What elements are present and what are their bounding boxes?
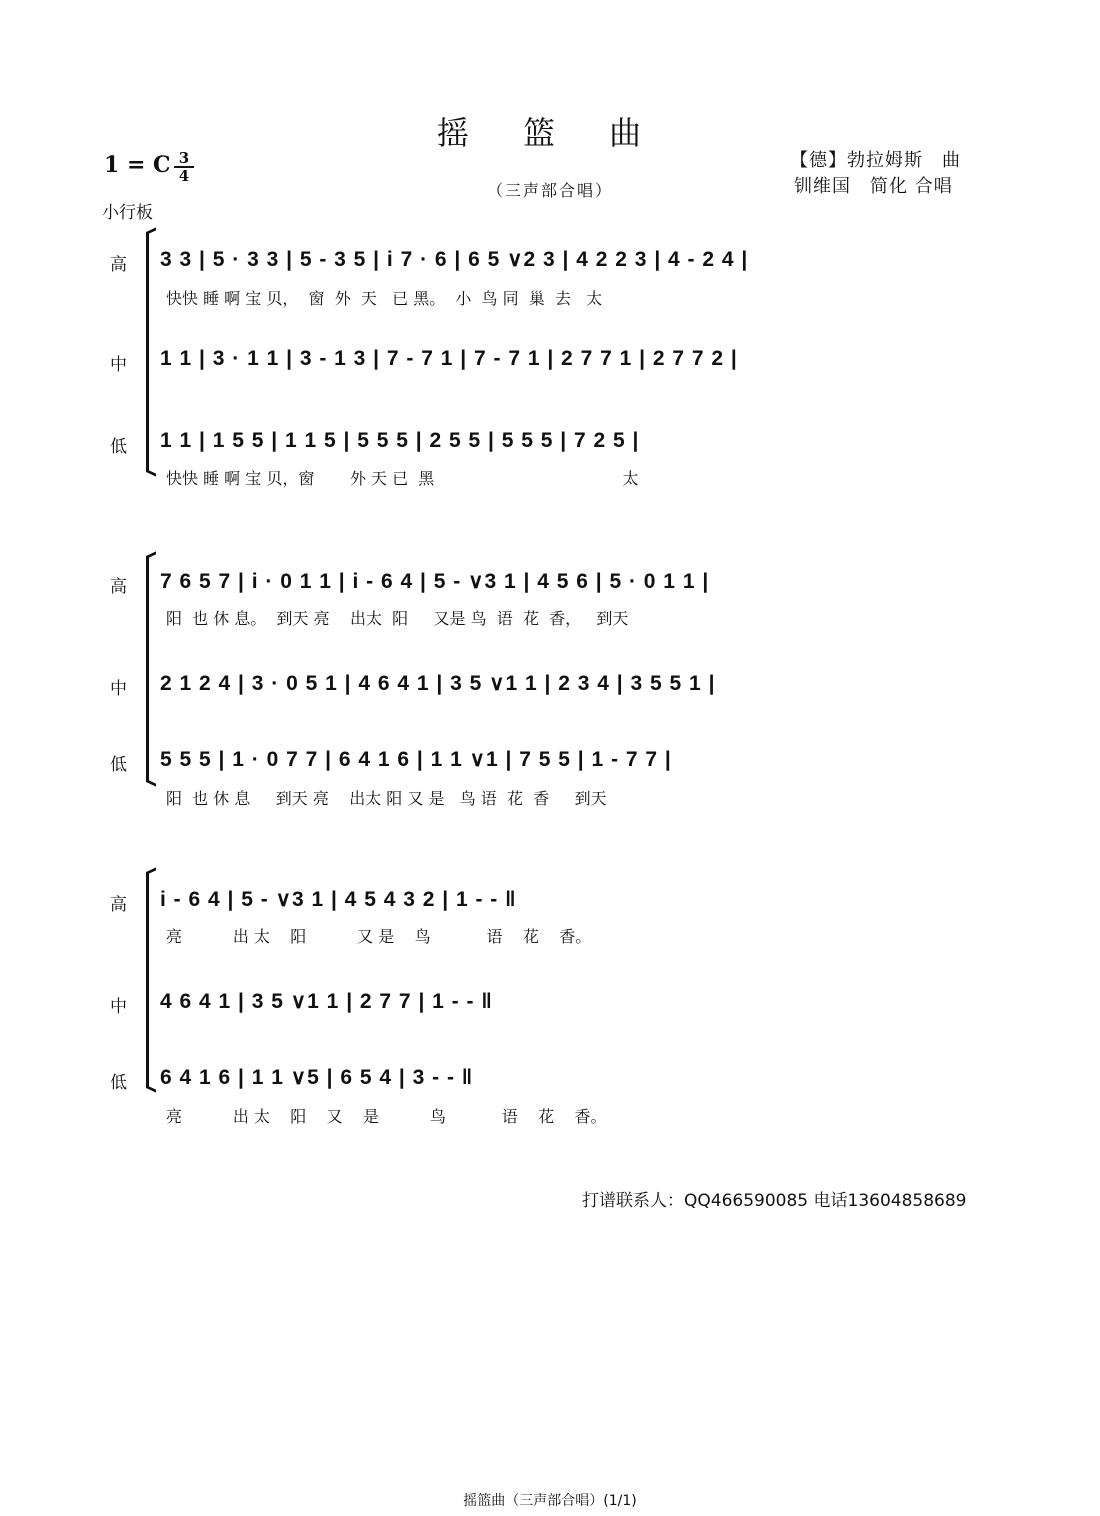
part-label-mid: 中 bbox=[110, 997, 127, 1017]
staff-low: 6 4 1 6 | 1 1 ∨5 | 6 5 4 | 3 - - ‖ bbox=[160, 1065, 474, 1089]
key-signature: 1 = C bbox=[104, 152, 171, 178]
lyric-low: 快快 睡 啊 宝 贝，窗 外 天 已 黑 太 bbox=[166, 469, 639, 488]
subtitle: （三声部合唱） bbox=[486, 181, 613, 200]
part-label-low: 低 bbox=[110, 437, 127, 457]
page-title: 摇 篮 曲 bbox=[436, 114, 664, 152]
part-label-high: 高 bbox=[110, 895, 127, 915]
part-label-low: 低 bbox=[110, 1073, 127, 1093]
staff-high: 3 3 | 5 · 3 3 | 5 - 3 5 | i 7 · 6 | 6 5 ∨2 3 | 4 2 2 3 | 4 - 2 4 | bbox=[160, 247, 749, 271]
lyric-high: 快快 睡 啊 宝 贝， 窗 外 天 已 黑。 小 鸟 同 巢 去 太 bbox=[166, 289, 603, 308]
lyric-high: 阳 也 休 息。 到天 亮 出太 阳 又是 鸟 语 花 香， 到天 bbox=[166, 609, 629, 628]
lyric-high: 亮 出 太 阳 又 是 鸟 语 花 香。 bbox=[166, 927, 592, 946]
part-label-high: 高 bbox=[110, 577, 127, 597]
tempo-marking: 小行板 bbox=[102, 203, 153, 223]
time-bottom: 4 bbox=[178, 167, 190, 185]
staff-mid: 4 6 4 1 | 3 5 ∨1 1 | 2 7 7 | 1 - - ‖ bbox=[160, 989, 493, 1013]
staff-mid: 2 1 2 4 | 3 · 0 5 1 | 4 6 4 1 | 3 5 ∨1 1 | 2 3 4 | 3 5 5 1 | bbox=[160, 671, 716, 695]
part-label-mid: 中 bbox=[110, 355, 127, 375]
part-label-low: 低 bbox=[110, 755, 127, 775]
contact-info: 打谱联系人：QQ466590085 电话13604858689 bbox=[582, 1191, 967, 1211]
system-bracket bbox=[146, 232, 149, 472]
arranger: 钏维国 简化 合唱 bbox=[794, 176, 953, 197]
lyric-low: 阳 也 休 息 到天 亮 出太 阳 又 是 鸟 语 花 香 到天 bbox=[166, 789, 607, 808]
page-footer: 摇篮曲（三声部合唱）(1/1) bbox=[463, 1493, 637, 1509]
composer: 【德】勃拉姆斯 曲 bbox=[790, 150, 961, 171]
system-bracket bbox=[146, 556, 149, 782]
lyric-low: 亮 出 太 阳 又 是 鸟 语 花 香。 bbox=[166, 1107, 607, 1126]
staff-mid: 1 1 | 3 · 1 1 | 3 - 1 3 | 7 - 7 1 | 7 - 7 1 | 2 7 7 1 | 2 7 7 2 | bbox=[160, 347, 738, 370]
time-signature bbox=[174, 150, 194, 184]
time-top: 3 bbox=[174, 150, 194, 168]
part-label-mid: 中 bbox=[110, 679, 127, 699]
staff-high: 7 6 5 7 | i · 0 1 1 | i - 6 4 | 5 - ∨3 1 | 4 5 6 | 5 · 0 1 1 | bbox=[160, 569, 710, 593]
staff-high: i - 6 4 | 5 - ∨3 1 | 4 5 4 3 2 | 1 - - ‖ bbox=[160, 887, 517, 911]
staff-low: 5 5 5 | 1 · 0 7 7 | 6 4 1 6 | 1 1 ∨1 | 7 5 5 | 1 - 7 7 | bbox=[160, 747, 672, 771]
staff-low: 1 1 | 1 5 5 | 1 1 5 | 5 5 5 | 2 5 5 | 5 5 5 | 7 2 5 | bbox=[160, 429, 640, 452]
system-bracket bbox=[146, 872, 149, 1088]
part-label-high: 高 bbox=[110, 255, 127, 275]
